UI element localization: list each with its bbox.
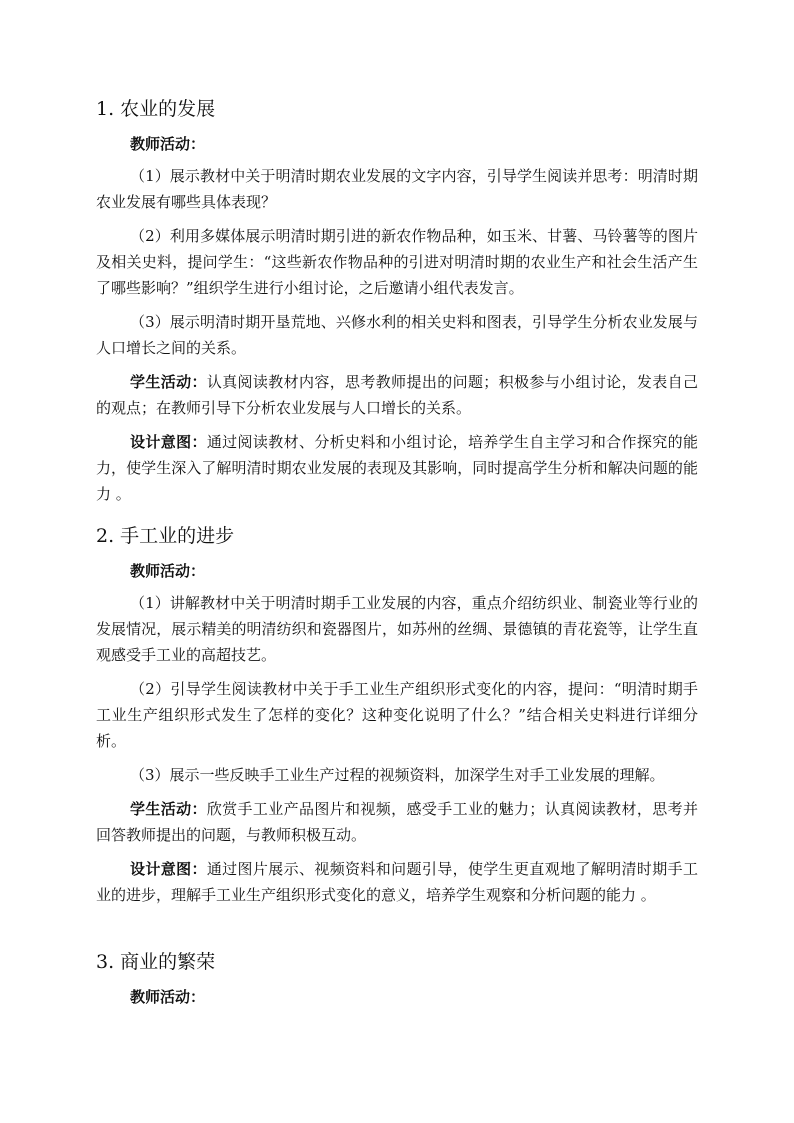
section-handicraft	[96, 524, 698, 908]
section-heading: 2. 手工业的进步	[96, 525, 235, 547]
student-activity-paragraph	[96, 369, 698, 421]
section-heading: 3. 商业的繁荣	[96, 951, 216, 973]
design-intent-label: 设计意图：	[130, 433, 207, 451]
design-intent-paragraph	[96, 856, 698, 908]
student-activity-label: 学生活动：	[130, 800, 207, 818]
student-activity-paragraph	[96, 796, 698, 848]
teacher-activity-label: 教师活动：	[130, 135, 206, 153]
teacher-activity-item: （3）展示一些反映手工业生产过程的视频资料，加深学生对手工业发展的理解。	[130, 766, 665, 784]
teacher-activity-item: （1）展示教材中关于明清时期农业发展的文字内容，引导学生阅读并思考：明清时期农业发展有哪些具体表现？	[96, 167, 698, 211]
teacher-activity-item: （2）引导学生阅读教材中关于手工业生产组织形式变化的内容，提问：“明清时期手工业生产组织形式发生了怎样的变化？这种变化说明了什么？”结合相关史料进行详细分析。	[96, 680, 698, 750]
student-activity-text: 认真阅读教材内容，思考教师提出的问题；积极参与小组讨论，发表自己的观点；在教师引导下分析农业发展与人口增长的关系。	[96, 373, 698, 417]
teacher-activity-item: （3）展示明清时期开垦荒地、兴修水利的相关史料和图表，引导学生分析农业发展与人口增长之间的关系。	[96, 313, 698, 357]
section-agriculture	[96, 97, 698, 507]
teacher-activity-label: 教师活动：	[130, 562, 206, 580]
design-intent-paragraph	[96, 429, 698, 507]
student-activity-label: 学生活动：	[130, 373, 207, 391]
teacher-activity-item: （2）利用多媒体展示明清时期引进的新农作物品种，如玉米、甘薯、马铃薯等的图片及相关史料，提问学生：“这些新农作物品种的引进对明清时期的农业生产和社会生活产生了哪些影响？”组织学生进行小组讨论，之后邀请小组代表发言。	[96, 227, 698, 297]
section-heading: 1. 农业的发展	[96, 98, 216, 120]
design-intent-text: 通过阅读教材、分析史料和小组讨论，培养学生自主学习和合作探究的能力，使学生深入了解明清时期农业发展的表现及其影响，同时提高学生分析和解决问题的能力 。	[96, 433, 698, 503]
teacher-activity-label: 教师活动：	[130, 988, 206, 1006]
teacher-activity-item: （1）讲解教材中关于明清时期手工业发展的内容，重点介绍纺织业、制瓷业等行业的发展情况，展示精美的明清纺织和瓷器图片，如苏州的丝绸、景德镇的青花瓷等，让学生直观感受手工业的高超技艺。	[96, 594, 698, 664]
student-activity-text: 欣赏手工业产品图片和视频，感受手工业的魅力；认真阅读教材，思考并回答教师提出的问题，与教师积极互动。	[96, 800, 698, 844]
section-commerce	[96, 950, 698, 1008]
design-intent-label: 设计意图：	[130, 860, 207, 878]
design-intent-text: 通过图片展示、视频资料和问题引导，使学生更直观地了解明清时期手工业的进步，理解手工业生产组织形式变化的意义，培养学生观察和分析问题的能力 。	[96, 860, 698, 904]
